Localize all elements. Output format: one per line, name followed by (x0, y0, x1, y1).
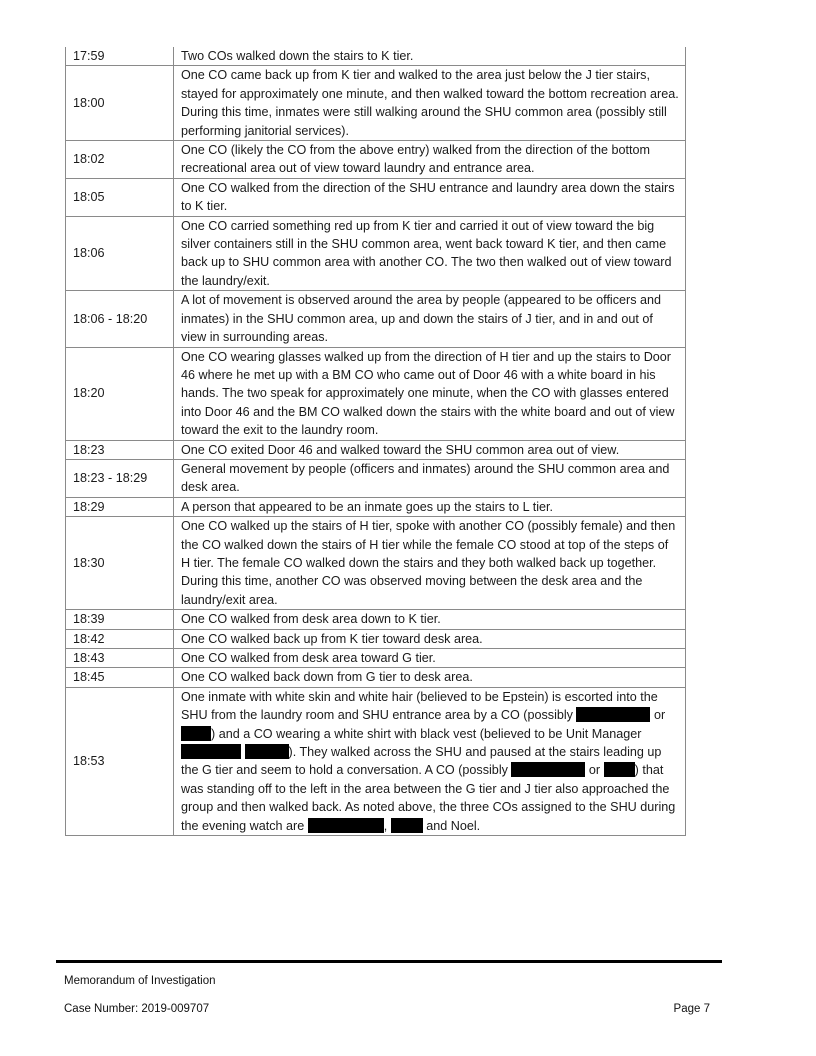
table-row (66, 66, 686, 141)
timeline-table (65, 47, 686, 836)
description-cell: Two COs walked down the stairs to K tier. (174, 47, 686, 66)
description-cell: One CO walked from the direction of the SHU entrance and laundry area down the stairs to K tier. (174, 178, 686, 216)
table-row (66, 216, 686, 291)
table-row (66, 440, 686, 459)
time-cell: 18:30 (66, 517, 174, 610)
description-cell: One CO wearing glasses walked up from the direction of H tier and up the stairs to Door 46 where he met up with a BM CO who came out of Door 46 with a white board in his hands. The two speak for approximately one minute, when the CO with glasses entered into Door 46 and the BM CO walked down the stairs with the white board and out of view toward the exit to the laundry room. (174, 347, 686, 440)
description-cell: One CO walked back down from G tier to desk area. (174, 668, 686, 687)
table-row (66, 141, 686, 179)
table-row (66, 517, 686, 610)
table-row (66, 291, 686, 347)
time-cell: 18:23 - 18:29 (66, 459, 174, 497)
time-cell: 18:23 (66, 440, 174, 459)
time-cell: 18:53 (66, 687, 174, 835)
description-cell: One CO walked up the stairs of H tier, spoke with another CO (possibly female) and then the CO walked down the stairs of H tier while the female CO stood at top of the steps of H tier. The female CO walked down the stairs and they both walked back up together. During this time, another CO was observed moving between the desk area and the laundry/exit area. (174, 517, 686, 610)
description-text: or (650, 708, 666, 723)
table-row (66, 610, 686, 629)
time-cell: 18:06 - 18:20 (66, 291, 174, 347)
table-row (66, 459, 686, 497)
description-cell: One CO walked from desk area down to K tier. (174, 610, 686, 629)
time-cell: 18:43 (66, 649, 174, 668)
description-cell: One CO came back up from K tier and walked to the area just below the J tier stairs, stayed for approximately one minute, and then walked toward the bottom recreation area. During this time, inmates were still walking around the SHU common area (possibly still performing janitorial services). (174, 66, 686, 141)
time-cell: 18:20 (66, 347, 174, 440)
description-cell: One CO exited Door 46 and walked toward the SHU common area out of view. (174, 440, 686, 459)
page-number: Page 7 (673, 1003, 710, 1015)
footer-divider (56, 960, 722, 963)
table-row (66, 347, 686, 440)
description-text: and Noel. (422, 818, 481, 833)
description-text: One inmate with white skin and white hair (believed to be Epstein) is escorted into the SHU from the laundry room and SHU entrance area by a CO (possibly (181, 689, 658, 723)
description-text: ) that was standing off to the left in the area between the G tier and J tier also approached the group and then walked back. As noted above, the three COs assigned to the SHU during the evening watch are (181, 763, 676, 833)
time-cell: 18:45 (66, 668, 174, 687)
table-row (66, 47, 686, 66)
description-text: , (383, 818, 391, 833)
redaction-block (576, 707, 650, 722)
description-cell: One CO walked back up from K tier toward desk area. (174, 629, 686, 648)
case-number: Case Number: 2019-009707 (64, 1003, 210, 1015)
table-row (66, 178, 686, 216)
redaction-block (245, 744, 289, 759)
time-cell: 18:39 (66, 610, 174, 629)
table-row (66, 649, 686, 668)
description-cell: A lot of movement is observed around the area by people (appeared to be officers and inmates) in the SHU common area, up and down the stairs of J tier, and in and out of view in surrounding areas. (174, 291, 686, 347)
time-cell: 18:02 (66, 141, 174, 179)
time-cell: 18:29 (66, 497, 174, 516)
description-text: ). They walked across the SHU and paused at the stairs leading up the G tier and seem to hold a conversation. A CO (possibly (181, 745, 662, 778)
memo-title: Memorandum of Investigation (64, 975, 216, 987)
redaction-block (391, 818, 423, 833)
time-cell: 18:00 (66, 66, 174, 141)
table-row (66, 687, 686, 835)
description-text: ) and a CO wearing a white shirt with black vest (believed to be Unit Manager (211, 726, 642, 741)
description-cell (174, 687, 686, 835)
time-cell: 17:59 (66, 47, 174, 66)
time-cell: 18:05 (66, 178, 174, 216)
description-text: or (585, 763, 604, 778)
time-cell: 18:42 (66, 629, 174, 648)
redaction-block (308, 818, 384, 833)
redaction-block (181, 726, 211, 741)
redaction-block (181, 744, 241, 759)
description-cell: One CO (likely the CO from the above entry) walked from the direction of the bottom recreational area out of view toward laundry and entrance area. (174, 141, 686, 179)
table-row (66, 668, 686, 687)
description-cell: General movement by people (officers and inmates) around the SHU common area and desk area. (174, 459, 686, 497)
description-cell: One CO walked from desk area toward G tier. (174, 649, 686, 668)
time-cell: 18:06 (66, 216, 174, 291)
timeline-body (66, 47, 686, 687)
redaction-block (604, 762, 635, 777)
description-cell: A person that appeared to be an inmate goes up the stairs to L tier. (174, 497, 686, 516)
description-cell: One CO carried something red up from K tier and carried it out of view toward the big silver containers still in the SHU common area, went back toward K tier, and then came back up to SHU common area with another CO. The two then walked out of view toward the laundry/exit. (174, 216, 686, 291)
table-row (66, 629, 686, 648)
table-row (66, 497, 686, 516)
redaction-block (511, 762, 585, 777)
